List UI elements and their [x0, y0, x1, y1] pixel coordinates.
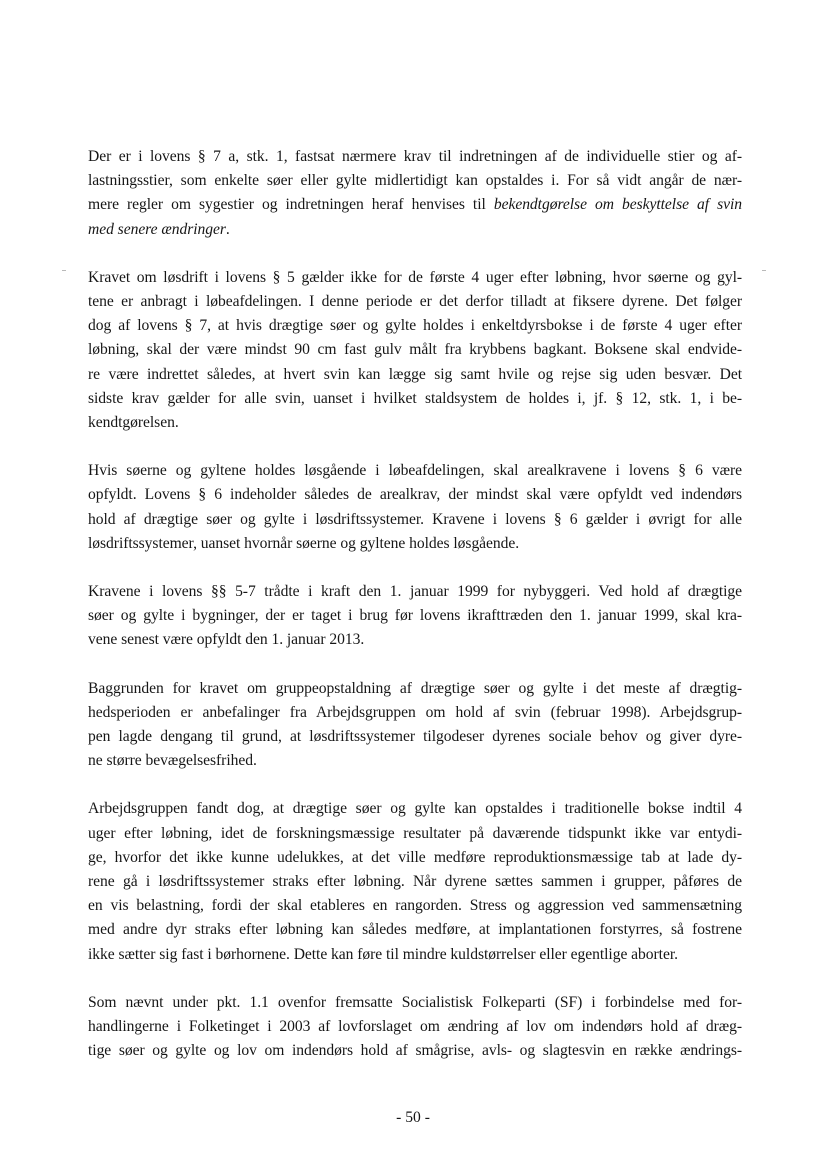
text-line: [88, 169, 742, 193]
text-line: [88, 943, 742, 967]
text-line: [88, 1039, 742, 1063]
text-line: [88, 749, 742, 773]
text-segment: sidste krav gælder for alle svin, uanset i hvilket staldsystem de holdes i, jf. § 12, stk. 1, i be-: [88, 389, 742, 407]
italic-reference: bekendtgørelse om beskyttelse af svin: [493, 196, 742, 214]
text-segment: lastningsstier, som enkelte søer eller gylte midlertidigt kan opstaldes i. For så vidt angår de nær-: [88, 172, 742, 190]
text-line: [88, 1015, 742, 1039]
text-line: [88, 508, 742, 532]
text-line: [88, 822, 742, 846]
text-segment: hedsperioden er anbefalinger fra Arbejdsgruppen om hold af svin (februar 1998). Arbejdsgrup-: [88, 703, 742, 721]
text-line: [88, 363, 742, 387]
text-segment: ne større bevægelsesfrihed.: [88, 752, 257, 770]
text-line: [88, 580, 742, 604]
paragraph: [88, 459, 742, 556]
text-line: [88, 604, 742, 628]
text-segment: mere regler om sygestier og indretningen heraf henvises til: [88, 196, 494, 214]
text-line: [88, 870, 742, 894]
text-line: [88, 532, 742, 556]
text-segment: Som nævnt under pkt. 1.1 ovenfor fremsatte Socialistisk Folkeparti (SF) i forbindelse med for-: [88, 993, 742, 1011]
text-line: [88, 991, 742, 1015]
text-segment: en vis belastning, fordi der skal etableres en rangorden. Stress og aggression ved sammensætning: [88, 897, 742, 915]
paragraph: [88, 797, 742, 966]
text-line: [88, 145, 742, 169]
text-line: [88, 725, 742, 749]
text-line: [88, 846, 742, 870]
page-number: - 50 -: [396, 1109, 430, 1126]
text-line: [88, 193, 742, 217]
text-segment: re være indrettet således, at hvert svin kan lægge sig samt hvile og rejse sig uden besvær. Det: [88, 365, 742, 383]
text-segment: Der er i lovens § 7 a, stk. 1, fastsat nærmere krav til indretningen af de individuelle stier og af-: [88, 148, 742, 165]
text-segment: hold af drægtige søer og gylte i løsdriftssystemer. Kravene i lovens § 6 gælder i øvrigt for alle: [88, 510, 742, 528]
text-segment: ge, hvorfor det ikke kunne udelukkes, at det ville medføre reproduktionsmæssige tab at lade dy-: [88, 848, 742, 866]
text-segment: tige søer og gylte og lov om indendørs hold af smågrise, avls- og slagtesvin en række ændrings-: [88, 1042, 742, 1060]
text-segment: vene senest være opfyldt den 1. januar 2013.: [88, 631, 365, 649]
text-segment: løbning, skal der være mindst 90 cm fast gulv målt fra krybbens bagkant. Boksene skal endvide-: [88, 341, 742, 359]
text-line: [88, 797, 742, 821]
text-line: [88, 218, 742, 242]
text-line: [88, 338, 742, 362]
text-segment: rene gå i løsdriftssystemer straks efter løbning. Når dyrene sættes sammen i grupper, påføres de: [88, 873, 742, 891]
paragraph: [88, 677, 742, 774]
text-line: [88, 387, 742, 411]
text-segment: dog af lovens § 7, at hvis drægtige søer og gylte holdes i enkeltdyrsbokse i de første 4 uger efter: [88, 317, 742, 335]
text-segment: Arbejdsgruppen fandt dog, at drægtige søer og gylte kan opstaldes i traditionelle bokse indtil 4: [88, 800, 742, 818]
text-line: [88, 677, 742, 701]
text-line: [88, 266, 742, 290]
text-segment: kendtgørelsen.: [88, 414, 179, 432]
text-segment: med andre dyr straks efter løbning kan således medføre, at implantationen forstyrres, så fostrene: [88, 921, 742, 939]
text-line: [88, 701, 742, 725]
text-line: [88, 411, 742, 435]
scan-speck: [62, 270, 66, 271]
text-segment: .: [225, 220, 230, 238]
italic-reference: med senere ændringer: [88, 220, 226, 238]
paragraph: [88, 580, 742, 653]
text-line: [88, 918, 742, 942]
paragraph: [88, 266, 742, 435]
text-segment: opfyldt. Lovens § 6 indeholder således de arealkrav, der mindst skal være opfyldt ved indendørs: [88, 486, 742, 504]
scan-speck: [762, 270, 766, 271]
text-line: [88, 314, 742, 338]
text-line: [88, 483, 742, 507]
text-segment: Hvis søerne og gyltene holdes løsgående i løbeafdelingen, skal arealkravene i lovens § 6 være: [88, 462, 742, 480]
paragraph: [88, 991, 742, 1064]
body-text: [88, 145, 742, 1064]
text-segment: ikke sætter sig fast i børhornene. Dette kan føre til mindre kuldstørrelser eller egentlige aborter.: [88, 945, 678, 963]
text-segment: tene er anbragt i løbeafdelingen. I denne periode er det derfor tilladt at fiksere dyrene. Det følger: [88, 293, 742, 311]
text-segment: Kravet om løsdrift i lovens § 5 gælder ikke for de første 4 uger efter løbning, hvor søerne og gyl-: [88, 268, 742, 286]
text-segment: handlingerne i Folketinget i 2003 af lovforslaget om ændring af lov om indendørs hold af dræg-: [88, 1018, 742, 1036]
paragraph: [88, 145, 742, 242]
text-segment: løsdriftssystemer, uanset hvornår søerne og gyltene holdes løsgående.: [88, 534, 520, 552]
text-segment: uger efter løbning, idet de forskningsmæssige resultater på daværende tidspunkt ikke var entydi-: [88, 824, 742, 842]
text-line: [88, 290, 742, 314]
text-line: [88, 628, 742, 652]
text-segment: pen lagde dengang til grund, at løsdriftssystemer tilgodeser dyrenes sociale behov og giver dyre-: [88, 728, 742, 746]
text-segment: søer og gylte i bygninger, der er taget i brug før lovens ikrafttræden den 1. januar 1999, skal kra-: [88, 607, 742, 625]
text-line: [88, 459, 742, 483]
text-segment: Kravene i lovens §§ 5-7 trådte i kraft den 1. januar 1999 for nybyggeri. Ved hold af drægtige: [88, 583, 742, 601]
text-segment: Baggrunden for kravet om gruppeopstaldning af drægtige søer og gylte i det meste af drægtig-: [88, 679, 742, 697]
text-line: [88, 894, 742, 918]
